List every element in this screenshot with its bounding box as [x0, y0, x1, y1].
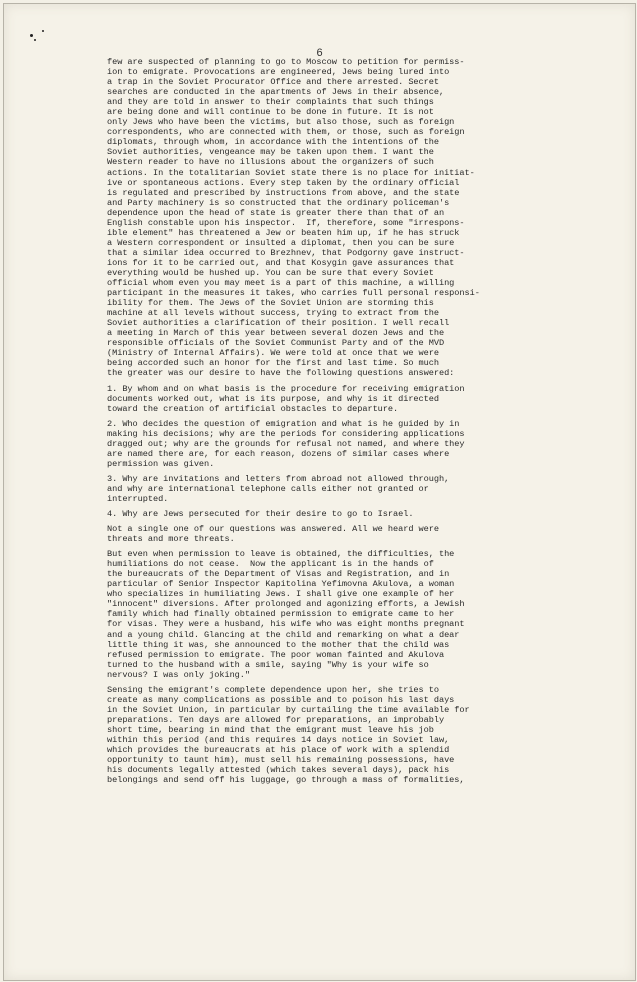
text-line: 4. Why are Jews persecuted for their desire to go to Israel. [107, 509, 414, 520]
text-line: in the Soviet Union, in particular by curtailing the time available for [107, 704, 470, 715]
text-line: Not a single one of our questions was answered. All we heard were [107, 524, 439, 535]
text-line: and a young child. Glancing at the child and remarking on what a dear [107, 629, 460, 640]
text-line: which provides the bureaucrats at his place of work with a splendid [107, 745, 450, 756]
text-line: responsible officials of the Soviet Communist Party and of the MVD [107, 338, 445, 349]
text-line: opportunity to taunt him), must sell his remaining possessions, have [107, 755, 455, 766]
text-line: refused permission to emigrate. The poor woman fainted and Akulova [107, 649, 445, 660]
text-line: nervous? I was only joking." [107, 669, 250, 680]
text-line: particular of Senior Inspector Kapitolina Yefimovna Akulova, a woman [107, 579, 455, 590]
text-line: official whom even you may meet is a part of this machine, a willing [107, 278, 455, 289]
text-line: ive or spontaneous actions. Every step taken by the ordinary official [107, 177, 460, 188]
text-line: Soviet authorities a clarification of their position. I well recall [107, 318, 450, 329]
text-line: Sensing the emigrant's complete dependence upon her, she tries to [107, 684, 439, 695]
text-line: (Ministry of Internal Affairs). We were told at once that we were [107, 348, 439, 359]
text-line: little thing it was, she announced to the mother that the child was [107, 639, 450, 650]
text-line: Western reader to have no illusions about the organizers of such [107, 157, 434, 168]
text-line: searches are conducted in the apartments of Jews in their absence, [107, 87, 445, 98]
text-line: and Party machinery is so constructed that the ordinary policeman's [107, 197, 450, 208]
text-line: are being done and will continue to be done in future. It is not [107, 107, 434, 118]
paragraph [107, 685, 537, 785]
text-line: permission was given. [107, 458, 215, 469]
text-line: a Western correspondent or insulted a diplomat, then you can be sure [107, 237, 455, 248]
text-line: ibility for them. The Jews of the Soviet Union are storming this [107, 298, 434, 309]
text-line: English constable upon his inspector. If, therefore, some "irrespons- [107, 217, 465, 228]
text-line: within this period (and this requires 14 days notice in Soviet law, [107, 735, 450, 745]
text-line: his documents legally attested (which takes several days), pack his [107, 765, 450, 776]
typewritten-body [107, 57, 537, 790]
text-line: humiliations do not cease. Now the applicant is in the hands of [107, 559, 434, 570]
paragraph [107, 474, 537, 504]
text-line: dependence upon the head of state is greater there than that of an [107, 207, 445, 218]
text-line: preparations. Ten days are allowed for preparations, an improbably [107, 714, 445, 725]
text-line: interrupted. [107, 493, 169, 504]
text-line: is regulated and prescribed by instructions from above, and the state [107, 187, 460, 198]
text-line: "innocent" diversions. After prolonged and agonizing efforts, a Jewish [107, 599, 465, 610]
text-line: a meeting in March of this year between several dozen Jews and the [107, 328, 445, 339]
paragraph [107, 524, 537, 544]
text-line: short time, bearing in mind that the emigrant must leave his job [107, 724, 434, 735]
text-line: threats and more threats. [107, 534, 235, 545]
text-line: machine at all levels without success, trying to extract from the [107, 308, 439, 319]
text-line: for visas. They were a husband, his wife who was eight months pregnant [107, 619, 465, 630]
ink-speck [30, 34, 33, 37]
paragraph [107, 384, 537, 414]
text-line: everything would be hushed up. You can be sure that every Soviet [107, 267, 434, 278]
paragraph [107, 419, 537, 469]
text-line: belongings and send off his luggage, go through a mass of formalities, [107, 775, 465, 786]
text-line: dragged out; why are the grounds for refusal not named, and where they [107, 438, 465, 449]
text-line: 3. Why are invitations and letters from abroad not allowed through, [107, 473, 450, 484]
text-line: that a similar idea occurred to Brezhnev, that Podgorny gave instruct- [107, 247, 465, 258]
text-line: only Jews who have been the victims, but also those, such as foreign [107, 117, 455, 128]
text-line: actions. In the totalitarian Soviet state there is no place for initiat- [107, 167, 475, 178]
text-line: ion to emigrate. Provocations are engineered, Jews being lured into [107, 67, 450, 78]
document-page [3, 3, 636, 981]
text-line: a trap in the Soviet Procurator Office and there arrested. Secret [107, 77, 439, 88]
text-line: and why are international telephone calls either not granted or [107, 483, 429, 494]
text-line: Soviet authorities, vengeance may be taken upon them. I want the [107, 147, 434, 158]
text-line: toward the creation of artificial obstacles to departure. [107, 403, 399, 414]
page-number: 6 [316, 48, 323, 60]
text-line: But even when permission to leave is obtained, the difficulties, the [107, 549, 455, 560]
text-line: documents worked out, what is its purpose, and why is it directed [107, 393, 439, 404]
text-line: the bureaucrats of the Department of Visas and Registration, and in [107, 569, 450, 580]
text-line: participant in the measures it takes, who carries full personal responsi- [107, 288, 480, 299]
text-line: are named there are, for each reason, dozens of similar cases where [107, 448, 450, 459]
text-line: making his decisions; why are the periods for considering applications [107, 428, 465, 439]
text-line: correspondents, who are connected with them, or those, such as foreign [107, 127, 465, 138]
paragraph [107, 509, 537, 519]
text-line: family which had finally obtained permission to emigrate came to her [107, 609, 455, 620]
text-line: create as many complications as possible and to poison his last days [107, 694, 455, 705]
text-line: ible element" has threatened a Jew or beaten him up, if he has struck [107, 227, 460, 238]
paragraph [107, 549, 537, 680]
text-line: and they are told in answer to their complaints that such things [107, 97, 434, 108]
text-line: few are suspected of planning to go to Moscow to petition for permiss- [107, 57, 465, 67]
text-line: who specializes in humiliating Jews. I shall give one example of her [107, 589, 455, 600]
text-line: 1. By whom and on what basis is the procedure for receiving emigration [107, 383, 465, 394]
ink-speck [42, 30, 44, 32]
text-line: being accorded such an honor for the first and last time. So much [107, 358, 439, 369]
paragraph [107, 57, 537, 379]
ink-speck [34, 39, 36, 41]
text-line: the greater was our desire to have the following questions answered: [107, 368, 455, 379]
text-line: diplomats, through whom, in accordance with the intentions of the [107, 137, 439, 148]
text-line: ions for it to be carried out, and that Kosygin gave assurances that [107, 257, 455, 268]
text-line: 2. Who decides the question of emigration and what is he guided by in [107, 418, 460, 429]
text-line: turned to the husband with a smile, saying "Why is your wife so [107, 659, 429, 670]
